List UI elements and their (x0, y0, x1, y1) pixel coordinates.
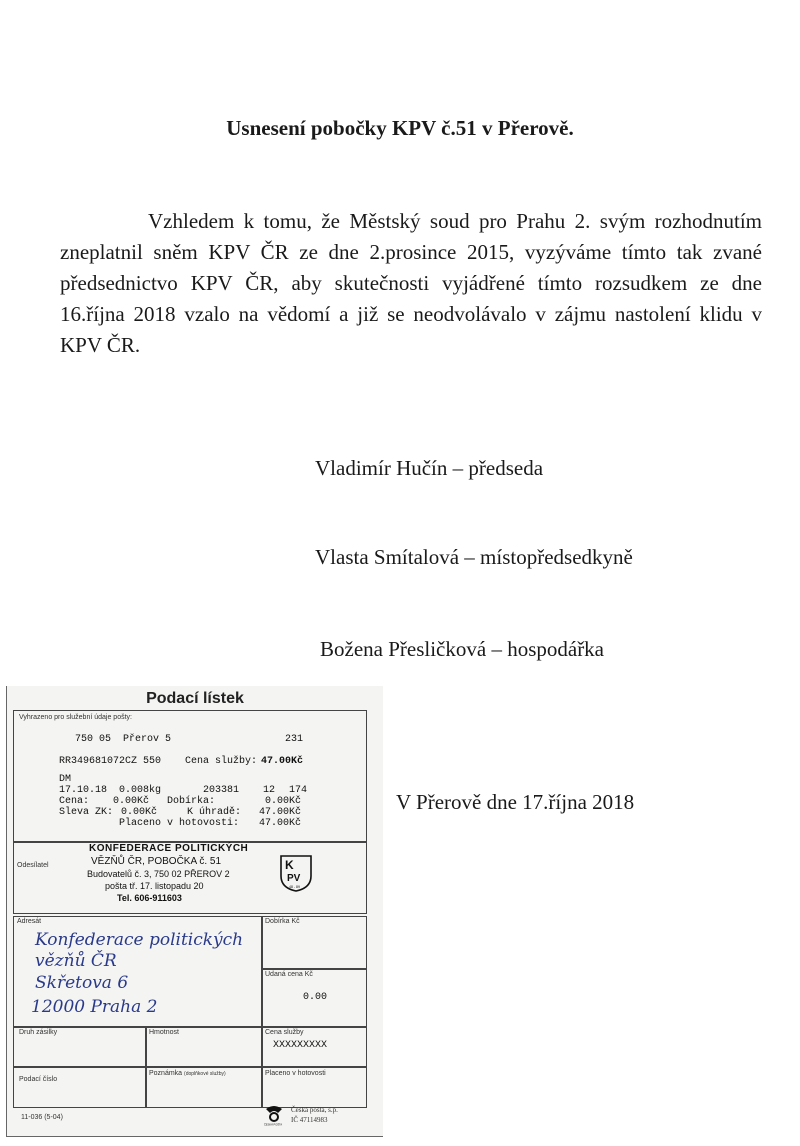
code-1: 203381 (203, 785, 240, 796)
signature-vice-chairwoman: Vlasta Smítalová – místopředsedkyně (315, 545, 633, 569)
kpv-logo-years: 48 - 89 (289, 885, 300, 889)
discount-label: Sleva ZK: (59, 807, 114, 818)
service-box-label: Cena služby (265, 1029, 304, 1036)
cod-box-label: Dobírka Kč (265, 918, 300, 925)
place-and-date: V Přerově dne 17.října 2018 (396, 790, 635, 814)
company-line-2: IČ 47114983 (291, 1116, 328, 1124)
receipt-title: Podací lístek (146, 690, 244, 707)
price-value: 0.00Kč (113, 796, 150, 807)
item-number-box (13, 1066, 147, 1108)
resolution-body: Vzhledem k tomu, že Městský soud pro Prahu 2. svým rozhodnutím zneplatnil sněm KPV ČR ze dne 2.prosince 2015, vyzýváme tímto tak zvané předsednictvo KPV ČR, aby skutečnosti vyjádřené tímto rozsudkem ze dne 16.října 2018 vzalo na vědomí a již se neodvolávalo v zájmu nastolení klidu v KPV ČR. (60, 209, 762, 357)
sender-line-2: VĚZŇŮ ČR, POBOČKA č. 51 (91, 856, 222, 867)
cash-value: 47.00Kč (259, 818, 302, 829)
weight-label: Hmotnost (149, 1029, 179, 1036)
price-label: Cena: (59, 796, 90, 807)
posta-horn-icon (263, 1104, 285, 1126)
cod-label: Dobírka: (167, 796, 216, 807)
sender-line-3: Budovatelů č. 3, 750 02 PŘEROV 2 (87, 869, 230, 879)
addressee-line-1: Konfederace politických (35, 930, 244, 950)
tracking-number: RR349681072CZ 550 (59, 756, 162, 767)
postal-receipt (6, 686, 383, 1137)
item-weight: 0.008kg (119, 785, 162, 796)
signature-treasurer: Božena Přesličková – hospodářka (320, 637, 605, 661)
company-line-1: Česká pošta, s.p. (291, 1106, 338, 1114)
code-2: 12 (263, 785, 276, 796)
sender-label: Odesílatel (17, 862, 49, 869)
service-box-value: XXXXXXXXX (273, 1040, 328, 1051)
reserved-label: Vyhrazeno pro služební údaje pošty: (19, 714, 132, 721)
cod-value: 0.00Kč (265, 796, 302, 807)
code-3: 174 (289, 785, 308, 796)
addressee-line-2: vězňů ČR (35, 951, 117, 971)
item-number-label: Podací číslo (19, 1076, 58, 1083)
declared-value: 0.00 (303, 992, 328, 1003)
kpv-logo-k: K (285, 858, 294, 872)
kpv-logo-pv: PV (287, 873, 301, 884)
note-label-text: Poznámka (149, 1070, 183, 1077)
addressee-label: Adresát (17, 918, 42, 925)
posta-logo-text: ČESKÁ POŠTA (264, 1123, 283, 1126)
sender-line-1: KONFEDERACE POLITICKÝCH (89, 843, 249, 854)
kpv-logo-icon (279, 854, 313, 892)
service-price-text: 47.00Kč (261, 756, 304, 767)
post-office-name: Přerov 5 (123, 734, 172, 745)
signature-chairman: Vladimír Hučín – předseda (315, 456, 544, 480)
addressee-line-3: Skřetova 6 (35, 973, 129, 993)
document-title: Usnesení pobočky KPV č.51 v Přerově. (226, 116, 574, 140)
sender-line-4: pošta tř. 17. listopadu 20 (105, 881, 204, 891)
cash-box-label: Placeno v hotovosti (265, 1070, 326, 1077)
note-label (149, 1070, 226, 1077)
note-hint: (doplňkové služby) (184, 1071, 226, 1077)
item-type-label: Druh zásilky (19, 1029, 58, 1036)
service-price-label: Cena služby: (185, 756, 258, 767)
dm-code: DM (59, 774, 72, 785)
counter-number: 231 (285, 734, 304, 745)
to-pay-label: K úhradě: (187, 807, 242, 818)
post-date: 17.10.18 (59, 785, 108, 796)
discount-value: 0.00Kč (121, 807, 158, 818)
declared-value-label: Udaná cena Kč (265, 971, 313, 978)
to-pay-value: 47.00Kč (259, 807, 302, 818)
post-office-code: 750 05 (75, 734, 112, 745)
service-price-value (261, 756, 303, 767)
form-code: 11-036 (5-04) (21, 1114, 63, 1121)
sender-line-5: Tel. 606-911603 (117, 893, 182, 903)
cash-label: Placeno v hotovosti: (119, 818, 240, 829)
addressee-line-4: 12000 Praha 2 (31, 997, 158, 1017)
